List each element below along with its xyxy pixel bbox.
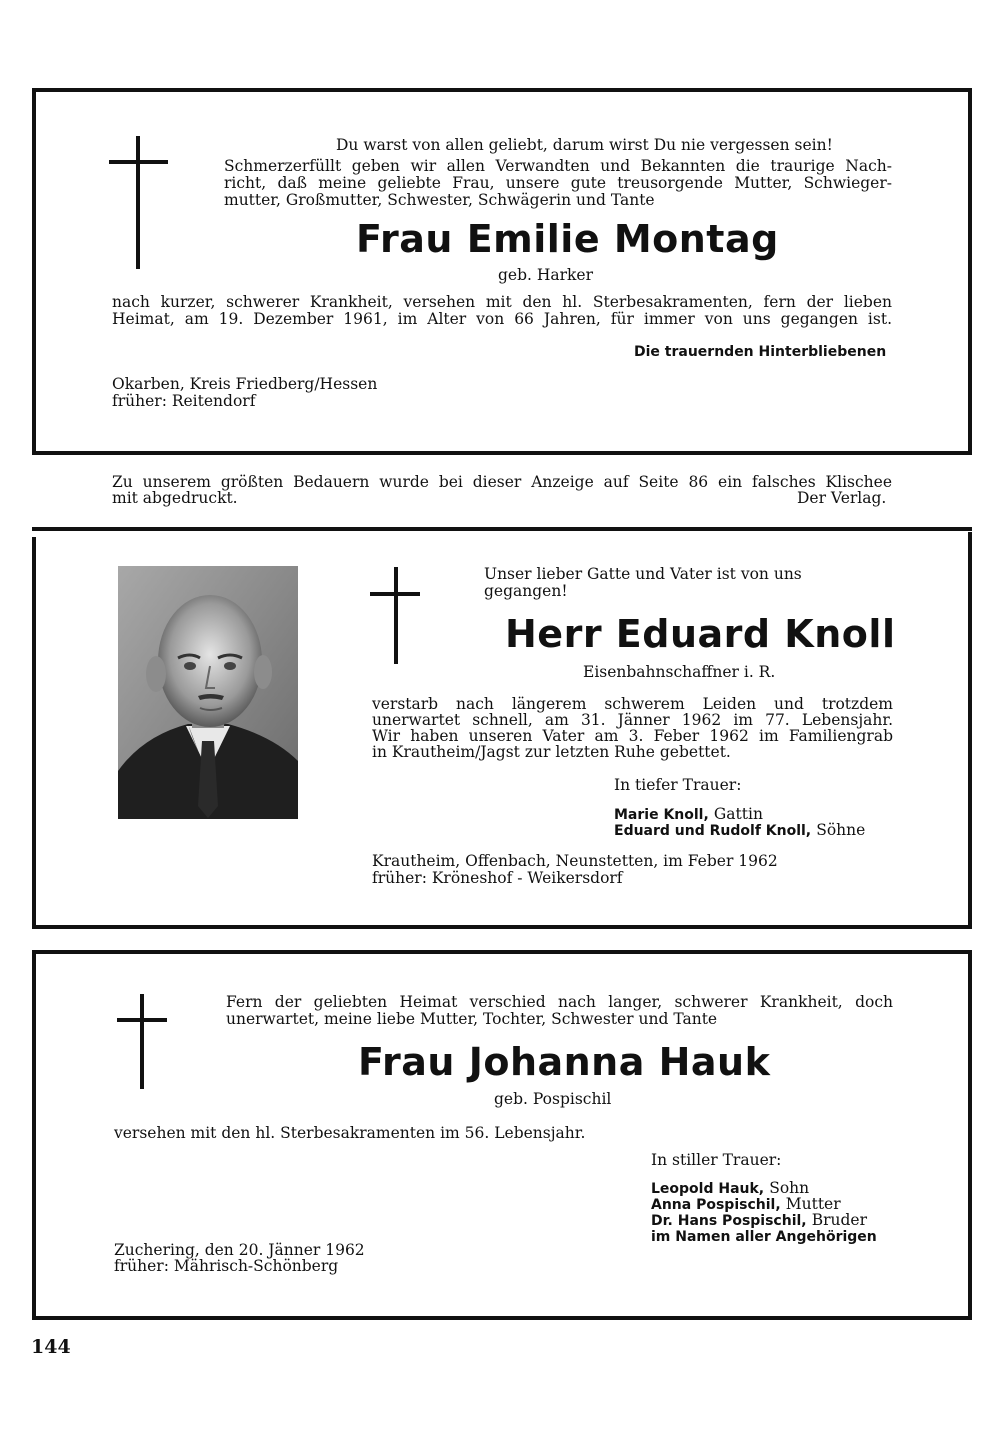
mourner-name: Eduard und Rudolf Knoll, bbox=[614, 823, 812, 839]
mourner-name: Leopold Hauk, bbox=[651, 1181, 765, 1197]
mourner-role: Bruder bbox=[811, 1211, 867, 1229]
portrait-photo bbox=[118, 566, 298, 819]
intro-line: mutter, Großmutter, Schwester, Schwägerin und Tante bbox=[224, 191, 655, 209]
intro-line: unerwartet, meine liebe Mutter, Tochter, Schwester und Tante bbox=[226, 1010, 718, 1028]
body-line: in Krautheim/Jagst zur letzten Ruhe gebettet. bbox=[372, 743, 731, 761]
deceased-name: Herr Eduard Knoll bbox=[505, 612, 896, 656]
mourning-label: In stiller Trauer: bbox=[651, 1151, 782, 1169]
mourner-name: Marie Knoll, bbox=[614, 807, 709, 823]
place-line: früher: Mährisch-Schönberg bbox=[114, 1257, 339, 1275]
body-line: Heimat, am 19. Dezember 1961, im Alter von 66 Jahren, für immer von uns gegangen ist. bbox=[112, 310, 892, 328]
intro-line: Fern der geliebten Heimat verschied nach langer, schwerer Krankheit, doch bbox=[226, 993, 893, 1011]
intro-line: richt, daß meine geliebte Frau, unsere gute treusorgende Mutter, Schwieger- bbox=[224, 174, 892, 192]
cross-icon bbox=[136, 136, 140, 269]
mourner-role: Sohn bbox=[769, 1179, 810, 1197]
mourning-label: In tiefer Trauer: bbox=[614, 776, 742, 794]
mourner-line bbox=[651, 1226, 877, 1245]
correction-line: Zu unserem größten Bedauern wurde bei dieser Anzeige auf Seite 86 ein falsches Klischee bbox=[112, 473, 892, 491]
place-line: früher: Kröneshof - Weikersdorf bbox=[372, 869, 623, 887]
place-line: Okarben, Kreis Friedberg/Hessen bbox=[112, 375, 378, 393]
page-number: 144 bbox=[31, 1336, 71, 1358]
deceased-name: Frau Emilie Montag bbox=[356, 217, 779, 261]
bottom-rule bbox=[32, 925, 972, 929]
body-line: versehen mit den hl. Sterbesakramenten im 56. Lebensjahr. bbox=[114, 1124, 586, 1142]
deceased-name: Frau Johanna Hauk bbox=[358, 1040, 771, 1084]
mourner-line bbox=[614, 820, 865, 839]
left-rule bbox=[32, 537, 36, 929]
cross-icon bbox=[140, 994, 144, 1089]
occupation: Eisenbahnschaffner i. R. bbox=[583, 663, 776, 681]
intro-line: gegangen! bbox=[484, 582, 568, 600]
intro-line: Unser lieber Gatte und Vater ist von uns bbox=[484, 565, 802, 583]
top-rule bbox=[32, 527, 972, 531]
body-line: verstarb nach längerem schwerem Leiden und trotzdem bbox=[372, 695, 893, 713]
mourner-role: Söhne bbox=[816, 821, 866, 839]
cross-icon bbox=[394, 567, 398, 664]
correction-line: mit abgedruckt. bbox=[112, 489, 238, 507]
maiden-name: geb. Harker bbox=[498, 266, 594, 284]
cross-icon-bar bbox=[370, 592, 420, 596]
intro-line: Schmerzerfüllt geben wir allen Verwandten und Bekannten die traurige Nach- bbox=[224, 157, 892, 175]
cross-icon-bar bbox=[109, 160, 168, 164]
motto: Du warst von allen geliebt, darum wirst Du nie vergessen sein! bbox=[336, 136, 833, 154]
right-rule bbox=[968, 532, 972, 929]
publisher: Der Verlag. bbox=[797, 489, 887, 507]
mourner-name: Anna Pospischil, bbox=[651, 1197, 781, 1213]
signature: Die trauernden Hinterbliebenen bbox=[634, 344, 887, 360]
portrait-image bbox=[118, 566, 298, 819]
body-line: nach kurzer, schwerer Krankheit, versehen mit den hl. Sterbesakramenten, fern der lieben bbox=[112, 293, 892, 311]
mourner-name: Dr. Hans Pospischil, bbox=[651, 1213, 807, 1229]
mourner-role: Mutter bbox=[785, 1195, 841, 1213]
place-line: Krautheim, Offenbach, Neunstetten, im Feber 1962 bbox=[372, 852, 778, 870]
mourner-role: Gattin bbox=[713, 805, 763, 823]
mourner-name: im Namen aller Angehörigen bbox=[651, 1229, 877, 1245]
place-line: Zuchering, den 20. Jänner 1962 bbox=[114, 1241, 365, 1259]
place-line: früher: Reitendorf bbox=[112, 392, 256, 410]
body-line: unerwartet schnell, am 31. Jänner 1962 im 77. Lebensjahr. bbox=[372, 711, 893, 729]
body-line: Wir haben unseren Vater am 3. Feber 1962 im Familiengrab bbox=[372, 727, 893, 745]
cross-icon-bar bbox=[117, 1018, 167, 1022]
maiden-name: geb. Pospischil bbox=[494, 1090, 612, 1108]
